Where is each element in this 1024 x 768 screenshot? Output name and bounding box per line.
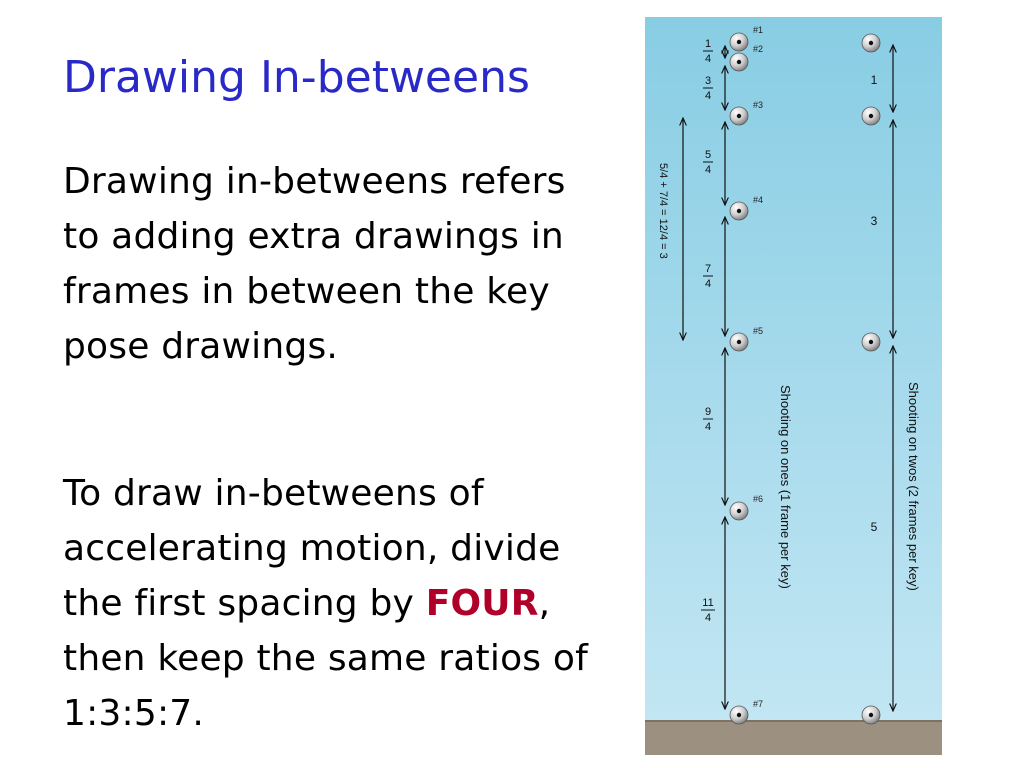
ball-key-7 (730, 706, 748, 724)
twos-label-1: 1 (870, 73, 878, 87)
sum-label: 5/4 + 7/4 = 12/4 = 3 (657, 163, 669, 259)
twos-label-5: 5 (870, 520, 878, 534)
key-label-4: #4 (753, 195, 764, 205)
fraction-denominator: 4 (704, 164, 712, 176)
fraction-numerator: 5 (704, 149, 712, 161)
fraction-numerator: 7 (704, 263, 712, 275)
twos-ball-3 (862, 333, 880, 351)
key-label-7: #7 (753, 699, 764, 709)
ball-key-2 (730, 53, 748, 71)
ones-caption: Shooting on ones (1 frame per key) (778, 385, 793, 589)
fraction-numerator: 11 (702, 597, 714, 609)
emphasis-four: FOUR (425, 583, 539, 624)
instruction-text-end: , then keep the same ratios of 1:3:5:7. (63, 583, 588, 734)
fraction-denominator: 4 (704, 612, 712, 624)
fraction-denominator: 4 (704, 53, 712, 65)
fraction-denominator: 4 (704, 90, 712, 102)
instruction-text-start: To draw in-betweens of accelerating motion, divide the first spacing by (63, 473, 561, 624)
fraction-denominator: 4 (704, 421, 712, 433)
definition-paragraph: Drawing in-betweens refers to adding extra drawings in frames in between the key pose drawings. (63, 161, 566, 367)
twos-ball-4 (862, 706, 880, 724)
twos-label-3: 3 (870, 214, 878, 228)
spacing-diagram (645, 17, 942, 755)
twos-caption: Shooting on twos (2 frames per key) (906, 382, 921, 591)
twos-ball-2 (862, 107, 880, 125)
twos-ball-1 (862, 34, 880, 52)
key-label-6: #6 (753, 494, 764, 504)
sky-background (645, 17, 942, 721)
ground-strip (645, 721, 942, 755)
key-label-3: #3 (753, 100, 764, 110)
ball-key-5 (730, 333, 748, 351)
instruction-paragraph (63, 466, 608, 741)
fraction-numerator: 9 (704, 406, 712, 418)
key-label-2: #2 (753, 44, 764, 54)
ball-key-4 (730, 202, 748, 220)
ball-key-6 (730, 502, 748, 520)
fraction-numerator: 3 (704, 75, 712, 87)
fraction-numerator: 1 (704, 38, 712, 50)
ball-key-3 (730, 107, 748, 125)
ball-key-1 (730, 33, 748, 51)
key-label-1: #1 (753, 25, 764, 35)
key-label-5: #5 (753, 326, 764, 336)
slide-title: Drawing In-betweens (63, 52, 530, 103)
fraction-denominator: 4 (704, 278, 712, 290)
